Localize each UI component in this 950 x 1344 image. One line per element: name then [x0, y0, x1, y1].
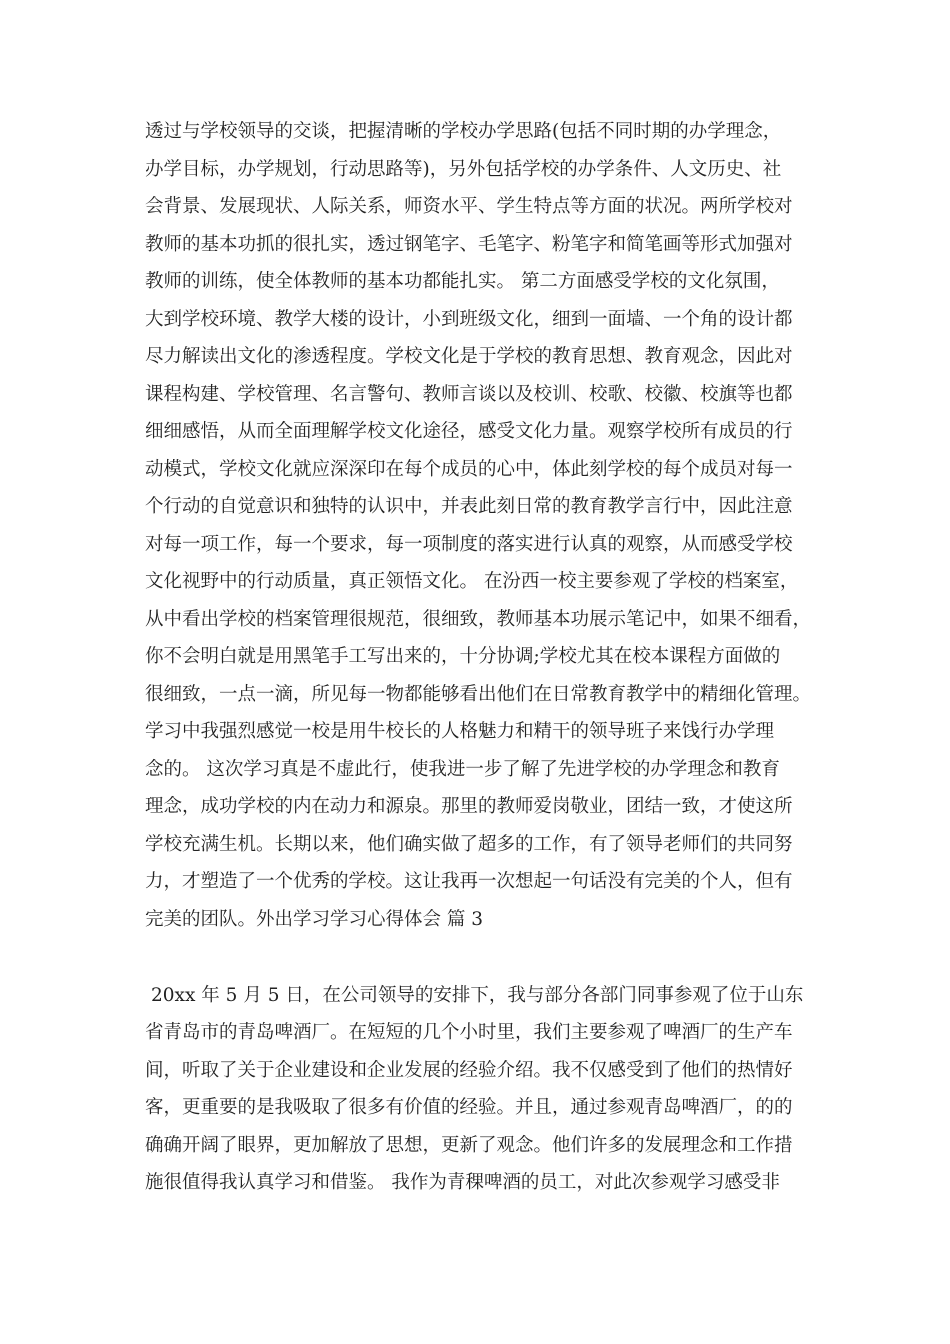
text-line: 完美的团队。外出学习学习心得体会 篇 3: [145, 909, 484, 930]
text-line: 文化视野中的行动质量，真正领悟文化。 在汾西一校主要参观了学校的档案室，: [145, 571, 799, 592]
text-line: 大到学校环境、教学大楼的设计，小到班级文化，细到一面墙、一个角的设计都: [145, 309, 793, 330]
text-line: 透过与学校领导的交谈，把握清晰的学校办学思路(包括不同时期的办学理念，: [145, 121, 782, 142]
text-line: 间，听取了关于企业建设和企业发展的经验介绍。我不仅感受到了他们的热情好: [145, 1060, 793, 1081]
text-line: 教师的基本功抓的很扎实，透过钢笔字、毛笔字、粉笔字和简笔画等形式加强对: [145, 234, 793, 255]
text-line: 个行动的自觉意识和独特的认识中，并表此刻日常的教育教学言行中，因此注意: [145, 496, 793, 517]
text-line: 20xx 年 5 月 5 日，在公司领导的安排下，我与部分各部门同事参观了位于山东: [151, 985, 804, 1006]
text-line: 对每一项工作，每一个要求，每一项制度的落实进行认真的观察，从而感受学校: [145, 534, 793, 555]
text-line: 从中看出学校的档案管理很规范，很细致，教师基本功展示笔记中，如果不细看，: [145, 609, 812, 630]
text-line: 力，才塑造了一个优秀的学校。这让我再一次想起一句话没有完美的个人，但有: [145, 871, 793, 892]
text-line: 课程构建、学校管理、名言警句、教师言谈以及校训、校歌、校徽、校旗等也都: [145, 384, 793, 405]
text-line: 很细致，一点一滴，所见每一物都能够看出他们在日常教育教学中的精细化管理。: [145, 684, 812, 705]
text-line: 施很值得我认真学习和借鉴。 我作为青稞啤酒的员工，对此次参观学习感受非: [145, 1172, 780, 1193]
text-line: 教师的训练，使全体教师的基本功都能扎实。 第二方面感受学校的文化氛围，: [145, 271, 780, 292]
text-line: 会背景、发展现状、人际关系，师资水平、学生特点等方面的状况。两所学校对: [145, 196, 793, 217]
text-line: 理念，成功学校的内在动力和源泉。那里的教师爱岗敬业，团结一致，才使这所: [145, 796, 793, 817]
text-line: 学校充满生机。长期以来，他们确实做了超多的工作，有了领导老师们的共同努: [145, 834, 793, 855]
text-line: 客，更重要的是我吸取了很多有价值的经验。并且，通过参观青岛啤酒厂，的的: [145, 1097, 793, 1118]
text-line: 你不会明白就是用黑笔手工写出来的，十分协调;学校尤其在校本课程方面做的: [145, 646, 781, 667]
text-line: 细细感悟，从而全面理解学校文化途径，感受文化力量。观察学校所有成员的行: [145, 421, 793, 442]
text-line: 省青岛市的青岛啤酒厂。在短短的几个小时里，我们主要参观了啤酒厂的生产车: [145, 1022, 793, 1043]
text-line: 念的。 这次学习真是不虚此行，使我进一步了解了先进学校的办学理念和教育: [145, 759, 780, 780]
text-line: 确确开阔了眼界，更加解放了思想，更新了观念。他们许多的发展理念和工作措: [145, 1135, 793, 1156]
text-line: 学习中我强烈感觉一校是用牛校长的人格魅力和精干的领导班子来饯行办学理: [145, 721, 775, 742]
text-line: 办学目标，办学规划，行动思路等)，另外包括学校的办学条件、人文历史、社: [145, 159, 782, 180]
text-line: 尽力解读出文化的渗透程度。学校文化是于学校的教育思想、教育观念，因此对: [145, 346, 793, 367]
text-line: 动模式，学校文化就应深深印在每个成员的心中，体此刻学校的每个成员对每一: [145, 459, 793, 480]
